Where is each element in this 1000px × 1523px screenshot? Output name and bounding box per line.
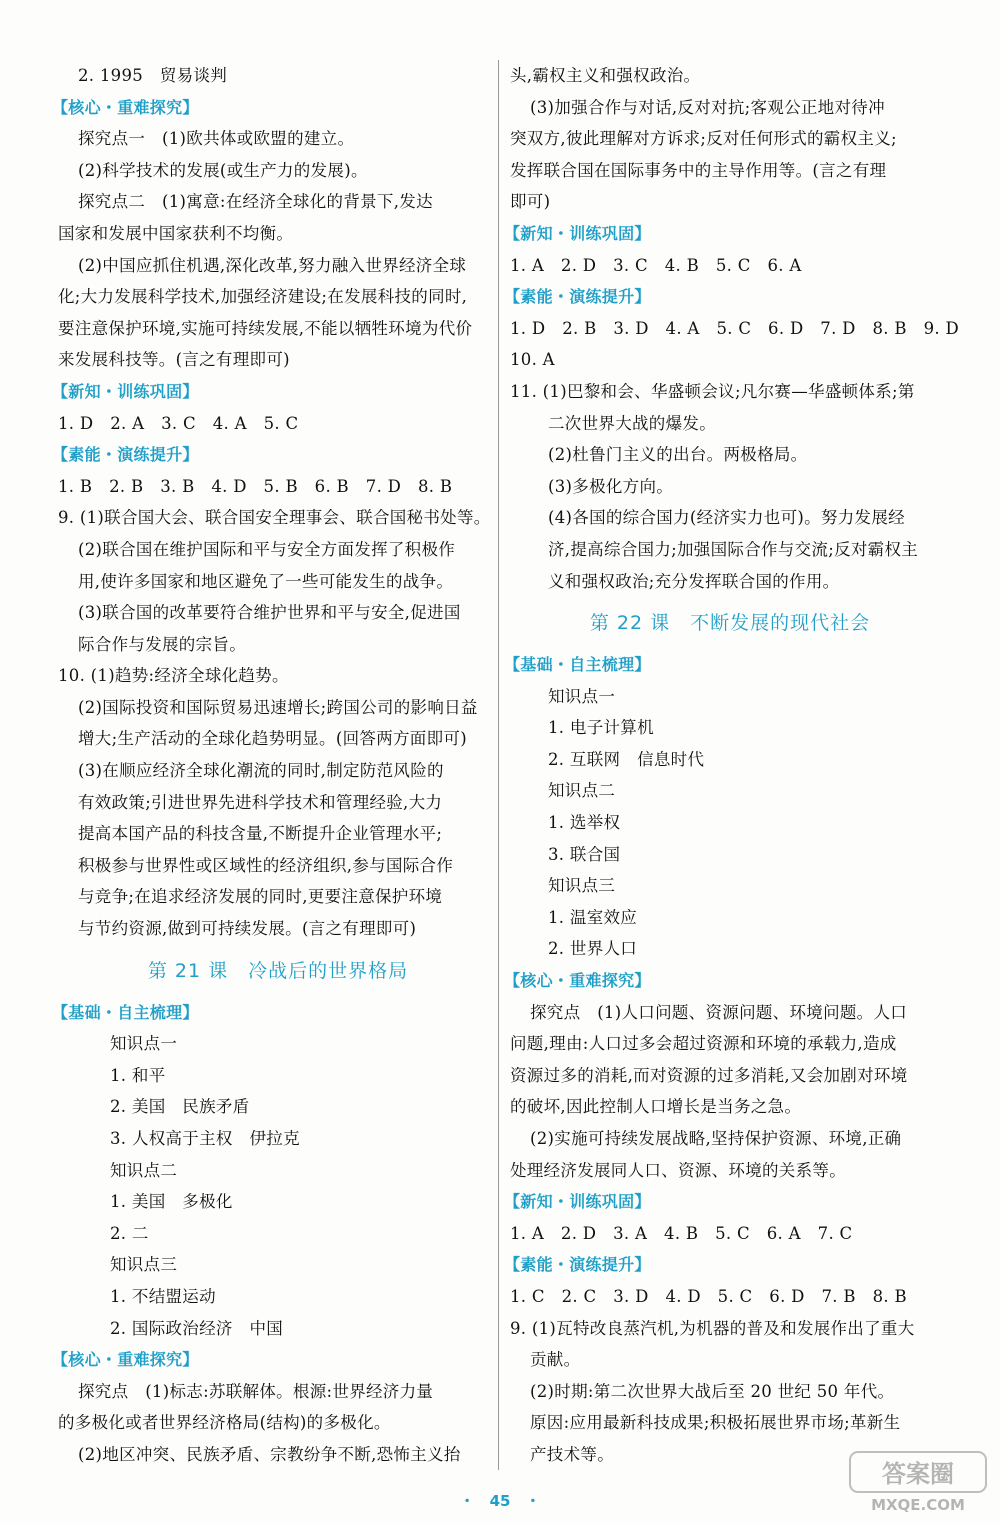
text-line: 即可) — [510, 192, 551, 212]
text-line: 原因:应用最新科技成果;积极拓展世界市场;革新生 — [530, 1413, 901, 1433]
text-line: 1. A 2. D 3. C 4. B 5. C 6. A — [510, 255, 802, 275]
watermark-url: MXQE.COM — [871, 1496, 965, 1514]
text-line: 1. 选举权 — [548, 813, 621, 833]
text-line: 义和强权政治;充分发挥联合国的作用。 — [548, 571, 840, 591]
text-line: 知识点二 — [110, 1160, 178, 1180]
column-divider — [498, 60, 499, 1470]
left-column — [52, 60, 498, 1471]
text-line: 资源过多的消耗,而对资源的过多消耗,又会加剧对环境 — [510, 1065, 908, 1085]
text-line: 1. 不结盟运动 — [110, 1286, 216, 1306]
text-line: (2)实施可持续发展战略,坚持保护资源、环境,正确 — [530, 1129, 902, 1148]
text-line: 与节约资源,做到可持续发展。(言之有理即可) — [78, 919, 417, 939]
text-line: 头,霸权主义和强权政治。 — [510, 66, 701, 85]
text-line: 2. 1995 贸易谈判 — [78, 66, 228, 85]
text-line: 的破坏,因此控制人口增长是当务之急。 — [510, 1097, 802, 1117]
text-line: 1. D 2. B 3. D 4. A 5. C 6. D 7. D 8. B 9. D — [510, 318, 960, 338]
text-line: 问题,理由:人口过多会超过资源和环境的承载力,造成 — [510, 1034, 897, 1054]
section-heading: 【素能・演练提升】 — [504, 287, 651, 307]
text-line: 国家和发展中国家获利不均衡。 — [58, 223, 294, 243]
text-line: (2)科学技术的发展(或生产力的发展)。 — [78, 160, 368, 180]
text-line: 探究点一 (1)欧共体或欧盟的建立。 — [78, 129, 355, 149]
text-line: 11. (1)巴黎和会、华盛顿会议;凡尔赛—华盛顿体系;第 — [510, 381, 915, 401]
text-line: 1. C 2. C 3. D 4. D 5. C 6. D 7. B 8. B — [510, 1286, 907, 1306]
section-heading: 【核心・重难探究】 — [52, 1350, 199, 1370]
lesson-title: 第 22 课 不断发展的现代社会 — [589, 612, 871, 635]
text-line: 增大;生产活动的全球化趋势明显。(回答两方面即可) — [78, 729, 467, 749]
section-heading: 【核心・重难探究】 — [504, 971, 651, 991]
section-heading: 【素能・演练提升】 — [52, 445, 199, 465]
text-line: 1. D 2. A 3. C 4. A 5. C — [58, 413, 299, 433]
text-line: 处理经济发展同人口、资源、环境的关系等。 — [510, 1160, 846, 1180]
text-line: (2)时期:第二次世界大战后至 20 世纪 50 年代。 — [530, 1381, 895, 1401]
text-line: (2)中国应抓住机遇,深化改革,努力融入世界经济全球 — [78, 255, 467, 275]
section-heading: 【新知・训练巩固】 — [52, 381, 199, 401]
text-line: 1. 电子计算机 — [548, 718, 654, 738]
section-heading: 【新知・训练巩固】 — [504, 1192, 651, 1212]
text-line: 济,提高综合国力;加强国际合作与交流;反对霸权主 — [548, 539, 919, 559]
text-line: (2)国际投资和国际贸易迅速增长;跨国公司的影响日益 — [78, 697, 478, 717]
text-line: (3)联合国的改革要符合维护世界和平与安全,促进国 — [78, 603, 461, 623]
section-heading: 【基础・自主梳理】 — [504, 655, 651, 675]
text-line: 知识点一 — [548, 686, 616, 706]
text-line: 积极参与世界性或区域性的经济组织,参与国际合作 — [78, 855, 454, 875]
text-line: 2. 美国 民族矛盾 — [110, 1097, 250, 1117]
text-line: 发挥联合国在国际事务中的主导作用等。(言之有理 — [510, 160, 887, 180]
text-line: 的多极化或者世界经济格局(结构)的多极化。 — [58, 1413, 391, 1433]
text-line: (3)在顺应经济全球化潮流的同时,制定防范风险的 — [78, 761, 444, 781]
text-line: 探究点 (1)人口问题、资源问题、环境问题。人口 — [530, 1002, 908, 1022]
watermark-logo — [848, 1448, 988, 1516]
section-heading: 【核心・重难探究】 — [52, 97, 199, 117]
page-number: ・ 45 ・ — [459, 1492, 541, 1510]
text-line: (2)联合国在维护国际和平与安全方面发挥了积极作 — [78, 539, 456, 559]
text-line: 探究点 (1)标志:苏联解体。根源:世界经济力量 — [78, 1381, 434, 1401]
text-line: 10. (1)趋势:经济全球化趋势。 — [58, 666, 289, 686]
text-line: (2)地区冲突、民族矛盾、宗教纷争不断,恐怖主义抬 — [78, 1444, 461, 1464]
text-line: 化;大力发展科学技术,加强经济建设;在发展科技的同时, — [58, 287, 468, 307]
text-line: 要注意保护环境,实施可持续发展,不能以牺牲环境为代价 — [58, 318, 473, 338]
text-line: 知识点一 — [110, 1034, 178, 1054]
text-line: 贡献。 — [530, 1350, 581, 1370]
section-heading: 【新知・训练巩固】 — [504, 223, 651, 243]
text-line: (2)杜鲁门主义的出台。两极格局。 — [548, 445, 808, 465]
text-line: 3. 联合国 — [548, 844, 621, 864]
text-line: 3. 人权高于主权 伊拉克 — [110, 1129, 300, 1148]
text-line: 与竞争;在追求经济发展的同时,更要注意保护环境 — [78, 887, 443, 907]
text-line: (4)各国的综合国力(经济实力也可)。努力发展经 — [548, 508, 905, 528]
text-line: 2. 国际政治经济 中国 — [110, 1318, 284, 1338]
text-line: 知识点三 — [548, 876, 616, 896]
section-heading: 【基础・自主梳理】 — [52, 1002, 199, 1022]
text-line: 有效政策;引进世界先进科学技术和管理经验,大力 — [78, 792, 443, 812]
text-line: 9. (1)瓦特改良蒸汽机,为机器的普及和发展作出了重大 — [510, 1318, 915, 1338]
watermark-logo-text: 答案圈 — [882, 1460, 954, 1488]
text-line: 用,使许多国家和地区避免了一些可能发生的战争。 — [78, 571, 454, 591]
text-line: 二次世界大战的爆发。 — [548, 413, 716, 433]
text-line: 1. 美国 多极化 — [110, 1192, 233, 1212]
text-line: 1. A 2. D 3. A 4. B 5. C 6. A 7. C — [510, 1223, 853, 1243]
right-column — [504, 60, 960, 1471]
text-line: 2. 互联网 信息时代 — [548, 749, 705, 769]
text-line: 知识点二 — [548, 781, 616, 801]
lesson-title: 第 21 课 冷战后的世界格局 — [147, 959, 409, 982]
text-line: 9. (1)联合国大会、联合国安全理事会、联合国秘书处等。 — [58, 508, 491, 528]
text-line: 突双方,彼此理解对方诉求;反对任何形式的霸权主义; — [510, 129, 897, 149]
text-line: (3)加强合作与对话,反对对抗;客观公正地对待冲 — [530, 97, 885, 117]
text-line: 产技术等。 — [530, 1444, 614, 1464]
text-line: 探究点二 (1)寓意:在经济全球化的背景下,发达 — [78, 192, 433, 212]
text-line: (3)多极化方向。 — [548, 476, 674, 496]
text-line: 2. 世界人口 — [548, 939, 638, 959]
text-line: 1. 和平 — [110, 1065, 166, 1085]
text-line: 2. 二 — [110, 1223, 149, 1243]
section-heading: 【素能・演练提升】 — [504, 1255, 651, 1275]
text-line: 1. 温室效应 — [548, 907, 638, 927]
text-line: 知识点三 — [110, 1255, 178, 1275]
text-line: 际合作与发展的宗旨。 — [78, 634, 246, 654]
text-line: 来发展科技等。(言之有理即可) — [58, 350, 290, 370]
text-line: 10. A — [510, 350, 555, 370]
text-line: 1. B 2. B 3. B 4. D 5. B 6. B 7. D 8. B — [58, 476, 453, 496]
text-line: 提高本国产品的科技含量,不断提升企业管理水平; — [78, 824, 443, 844]
